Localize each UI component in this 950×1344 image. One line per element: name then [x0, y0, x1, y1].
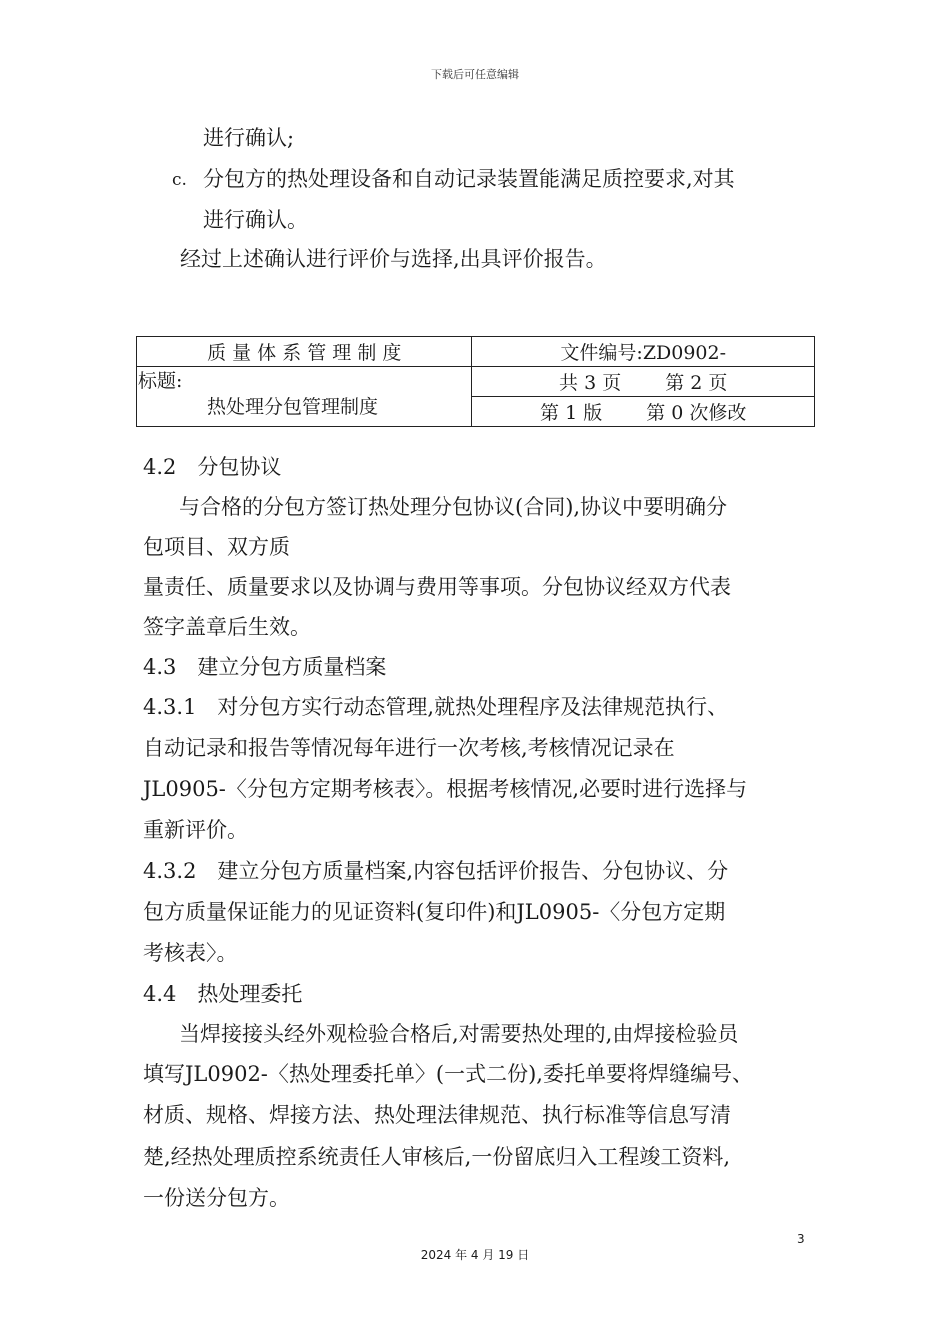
intro-line: 经过上述确认进行评价与选择,出具评价报告。	[180, 247, 607, 271]
version-cell: 第 1 版 第 0 次修改	[472, 397, 815, 427]
title-label: 标题:	[138, 370, 183, 392]
footer-date: 2024 年 4 月 19 日	[420, 1248, 530, 1262]
list-marker-c: c.	[172, 170, 187, 190]
page-number: 3	[797, 1232, 805, 1246]
section-heading: 4.3 建立分包方质量档案	[143, 655, 387, 679]
document-title: 热处理分包管理制度	[207, 396, 379, 418]
doc-number-cell: 文件编号:ZD0902-	[472, 337, 815, 367]
paragraph-line: JL0905-〈分包方定期考核表〉。根据考核情况,必要时进行选择与	[143, 777, 748, 801]
paragraph-line: 包项目、双方质	[143, 535, 290, 559]
paragraph-line: 一份送分包方。	[143, 1186, 290, 1210]
paragraph-line: 签字盖章后生效。	[143, 615, 311, 639]
paragraph-line: 楚,经热处理质控系统责任人审核后,一份留底归入工程竣工资料,	[143, 1145, 731, 1169]
intro-line: 分包方的热处理设备和自动记录装置能满足质控要求,对其	[203, 167, 735, 191]
paragraph-line: 量责任、质量要求以及协调与费用等事项。分包协议经双方代表	[143, 575, 731, 599]
paragraph-line: 材质、规格、焊接方法、热处理法律规范、执行标准等信息写清	[143, 1103, 731, 1127]
intro-line: 进行确认。	[203, 208, 308, 232]
document-info-table	[136, 336, 815, 427]
header-note: 下载后可任意编辑	[431, 68, 519, 81]
section-heading: 4.4 热处理委托	[143, 982, 303, 1006]
paragraph-line: 重新评价。	[143, 818, 248, 842]
paragraph-line: 自动记录和报告等情况每年进行一次考核,考核情况记录在	[143, 736, 675, 760]
paragraph-line: 填写JL0902-〈热处理委托单〉(一式二份),委托单要将焊缝编号、	[143, 1062, 753, 1086]
paragraph-line: 与合格的分包方签订热处理分包协议(合同),协议中要明确分	[158, 495, 728, 519]
paragraph-line: 4.3.1 对分包方实行动态管理,就热处理程序及法律规范执行、	[143, 695, 729, 719]
paragraph-line: 4.3.2 建立分包方质量档案,内容包括评价报告、分包协议、分	[143, 859, 729, 883]
paragraph-line: 考核表〉。	[143, 941, 238, 965]
title-cell	[137, 367, 472, 427]
system-name-cell: 质 量 体 系 管 理 制 度	[137, 337, 472, 367]
section-heading: 4.2 分包协议	[143, 455, 282, 479]
paragraph-line: 包方质量保证能力的见证资料(复印件)和JL0905-〈分包方定期	[143, 900, 726, 924]
paragraph-line: 当焊接接头经外观检验合格后,对需要热处理的,由焊接检验员	[158, 1022, 739, 1046]
intro-line: 进行确认;	[203, 126, 295, 150]
page-count-cell: 共 3 页 第 2 页	[472, 367, 815, 397]
